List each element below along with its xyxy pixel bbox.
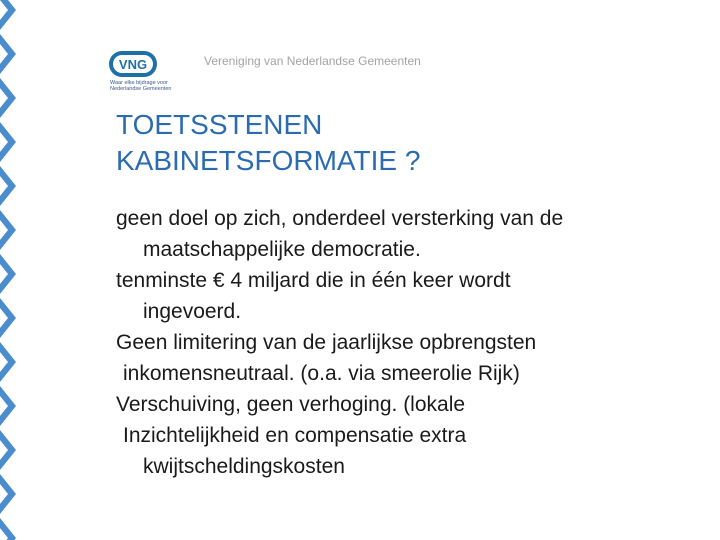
logo-tagline-line-2: Nederlandse Gemeenten bbox=[110, 86, 172, 92]
body-line-7: Verschuiving, geen verhoging. (lokale bbox=[116, 393, 466, 416]
body-line-6: inkomensneutraal. (o.a. via smeerolie Rijk) bbox=[123, 362, 520, 385]
slide-body bbox=[116, 203, 706, 482]
slide-title-line-2: KABINETSFORMATIE ? bbox=[116, 145, 421, 176]
body-line-1: geen doel op zich, onderdeel versterking van de bbox=[116, 207, 564, 230]
body-line-4: ingevoerd. bbox=[143, 300, 242, 323]
slide-title-line-1: TOETSSTENEN bbox=[116, 109, 323, 140]
vng-logo bbox=[106, 46, 196, 94]
logo-tagline-line-1: Waar elke bijdrage voor bbox=[110, 80, 168, 86]
logo-tagline bbox=[110, 80, 200, 92]
body-line-9: kwijtscheldingskosten bbox=[143, 455, 345, 478]
organization-name: Vereniging van Nederlandse Gemeenten bbox=[204, 54, 421, 68]
slide-title bbox=[116, 107, 676, 179]
body-line-5: Geen limitering van de jaarlijkse opbrengsten bbox=[116, 331, 537, 354]
body-line-3: tenminste € 4 miljard die in één keer wordt bbox=[116, 269, 511, 292]
decorative-chevron-strip bbox=[0, 0, 24, 540]
body-line-2: maatschappelijke democratie. bbox=[143, 238, 421, 261]
vng-logo-text: VNG bbox=[118, 57, 148, 72]
body-line-8: Inzichtelijkheid en compensatie extra bbox=[123, 424, 467, 447]
vng-logo-badge bbox=[108, 50, 158, 78]
